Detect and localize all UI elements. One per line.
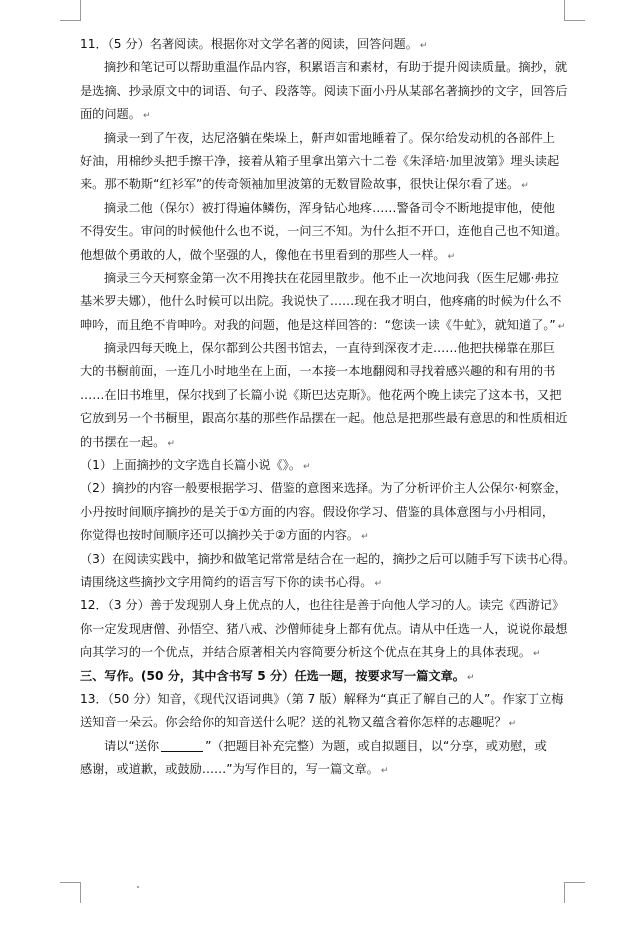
crop-mark-bottom-left <box>60 882 81 903</box>
q11-intro-line-2: 是选摘、抄录原文中的词语、句子、段落等。阅读下面小丹从某部名著摘抄的文字，回答后 <box>80 83 568 98</box>
section-3-heading: 三、写作。(50 分，其中含书写 5 分）任选一题，按要求写一篇文章。 ↵ <box>80 668 475 683</box>
crop-mark-top-right <box>564 0 585 21</box>
crop-mark-top-left <box>60 0 81 21</box>
excerpt-1-line-1: 摘录一到了午夜，达尼洛躺在柴垛上，鼾声如雷地睡着了。保尔给发动机的各部件上 <box>104 130 555 145</box>
paragraph-mark: ↵ <box>303 462 311 473</box>
q12-line-1: 12．（3 分）善于发现别人身上优点的人，也往往是善于向他人学习的人。读完《西游记》 <box>80 598 565 613</box>
paragraph-mark: ↵ <box>419 41 428 51</box>
excerpt-2-line-3: 他想做个勇敢的人，做个坚强的人，像他在书里看到的那些人一样。 ↵ <box>80 247 456 262</box>
excerpt-2-line-2: 不得安生。审问的时候他什么也不说，一问三不知。为什么拒不开口，连他自己也不知道。 <box>80 224 568 239</box>
q11-part-1: （1）上面摘抄的文字选自长篇小说《》。 ↵ <box>80 458 311 473</box>
paragraph-mark: ↵ <box>167 438 175 449</box>
q13-prompt-line-1: 请以“送你 ”（把题目补充完整）为题，或自拟题目，以“分享，或劝慰，或 <box>104 738 547 753</box>
paragraph-mark: ↵ <box>508 719 517 730</box>
excerpt-1-line-2: 好油，用棉纱头把手擦干净，接着从箱子里拿出第六十二卷《朱泽培·加里波第》埋头读起 <box>80 153 560 168</box>
excerpt-3-line-2: 基米罗夫娜），他什么时候可以出院。我说快了……现在我才明白，他疼痛的时候为什么不 <box>80 294 562 309</box>
paragraph-mark: ↵ <box>557 321 566 332</box>
q13-prompt-line-2: 感谢，或道歉，或鼓励……”为写作目的，写一篇文章。 ↵ <box>80 762 389 777</box>
q11-title: 11．（5 分）名著阅读。根据你对文学名著的阅读，回答问题。 ↵ <box>80 37 428 51</box>
paragraph-mark: ↵ <box>447 251 456 262</box>
excerpt-3-line-1: 摘录三今天柯察金第一次不用搀扶在花园里散步。他不止一次地问我（医生尼娜·弗拉 <box>104 270 559 285</box>
paragraph-mark: ↵ <box>380 766 389 777</box>
crop-mark-bottom-right <box>564 882 585 903</box>
q11-intro-line-1: 摘抄和笔记可以帮助重温作品内容，积累语言和素材，有助于提升阅读质量。摘抄，就 <box>104 60 568 75</box>
q11-intro-line-3: 面的问题。 ↵ <box>80 107 151 122</box>
q12-line-2: 你一定发现唐僧、孙悟空、猪八戒、沙僧师徒身上都有优点。请从中任选一人，说说你最想 <box>80 621 568 636</box>
excerpt-3-line-3: 呻吟，而且绝不肯呻吟。对我的问题，他是这样回答的：“您读一读《牛虻》，就知道了。” ↵ <box>80 317 566 332</box>
excerpt-4-line-1: 摘录四每天晚上，保尔都到公共图书馆去，一直待到深夜才走……他把扶梯靠在那巨 <box>104 341 555 356</box>
excerpt-1-line-3: 来。那不勒斯“红衫军”的传奇领袖加里波第的无数冒险故事，很快让保尔看了迷。 ↵ <box>80 177 529 192</box>
q11-part-2-line-3: 你觉得也按时间顺序还可以摘抄关于②方面的内容。 ↵ <box>80 528 369 543</box>
q13-line-1: 13．（50 分）知音，《现代汉语词典》（第 7 版）解释为“真正了解自己的人”。作家丁立梅 <box>80 691 564 706</box>
q13-line-2: 送知音一朵云。你会给你的知音送什么呢？送的礼物又蕴含着你怎样的志趣呢？ ↵ <box>80 715 517 730</box>
excerpt-2-line-1: 摘录二他（保尔）被打得遍体鳞伤，浑身钻心地疼……警备司令不断地提审他，使他 <box>104 200 555 215</box>
q12-line-3: 向其学习的一个优点，并结合原著相关内容简要分析这个优点在其身上的具体表现。 ↵ <box>80 645 541 660</box>
document-body <box>80 33 580 782</box>
paragraph-mark: ↵ <box>374 578 383 589</box>
q11-part-3-line-1: （3）在阅读实践中，摘抄和做笔记常常是结合在一起的，摘抄之后可以随手写下读书心得。 <box>80 551 576 566</box>
title-blank <box>161 737 203 752</box>
paragraph-mark: ↵ <box>142 111 151 122</box>
excerpt-4-line-2: 大的书橱前面，一连几小时地坐在上面，一本接一本地翻阅和寻找着感兴趣的和有用的书 <box>80 364 556 379</box>
excerpt-4-line-3: ……在旧书堆里，保尔找到了长篇小说《斯巴达克斯》。他花两个晚上读完了这本书，又把 <box>80 387 562 402</box>
q11-part-2-line-2: 小丹按时间顺序摘抄的是关于①方面的内容。假设你学习、借鉴的具体意图与小丹相同， <box>80 504 555 519</box>
paragraph-mark: ↵ <box>532 649 541 660</box>
paragraph-mark: ↵ <box>361 532 369 543</box>
paragraph-mark: ↵ <box>521 181 529 192</box>
excerpt-4-line-5: 的书摆在一起。 ↵ <box>80 434 175 449</box>
q11-part-2-line-1: （2）摘抄的内容一般要根据学习、借鉴的意图来选择。为了分析评价主人公保尔·柯察金， <box>80 481 567 496</box>
paragraph-mark: ↵ <box>467 672 475 683</box>
page-dot <box>137 886 139 888</box>
excerpt-4-line-4: 它放到另一个书橱里，跟高尔基的那些作品摆在一起。他总是把那些最有意思的和性质相近 <box>80 411 568 426</box>
q11-part-3-line-2: 请围绕这些摘抄文字用简约的语言写下你的读书心得。 ↵ <box>80 574 383 589</box>
